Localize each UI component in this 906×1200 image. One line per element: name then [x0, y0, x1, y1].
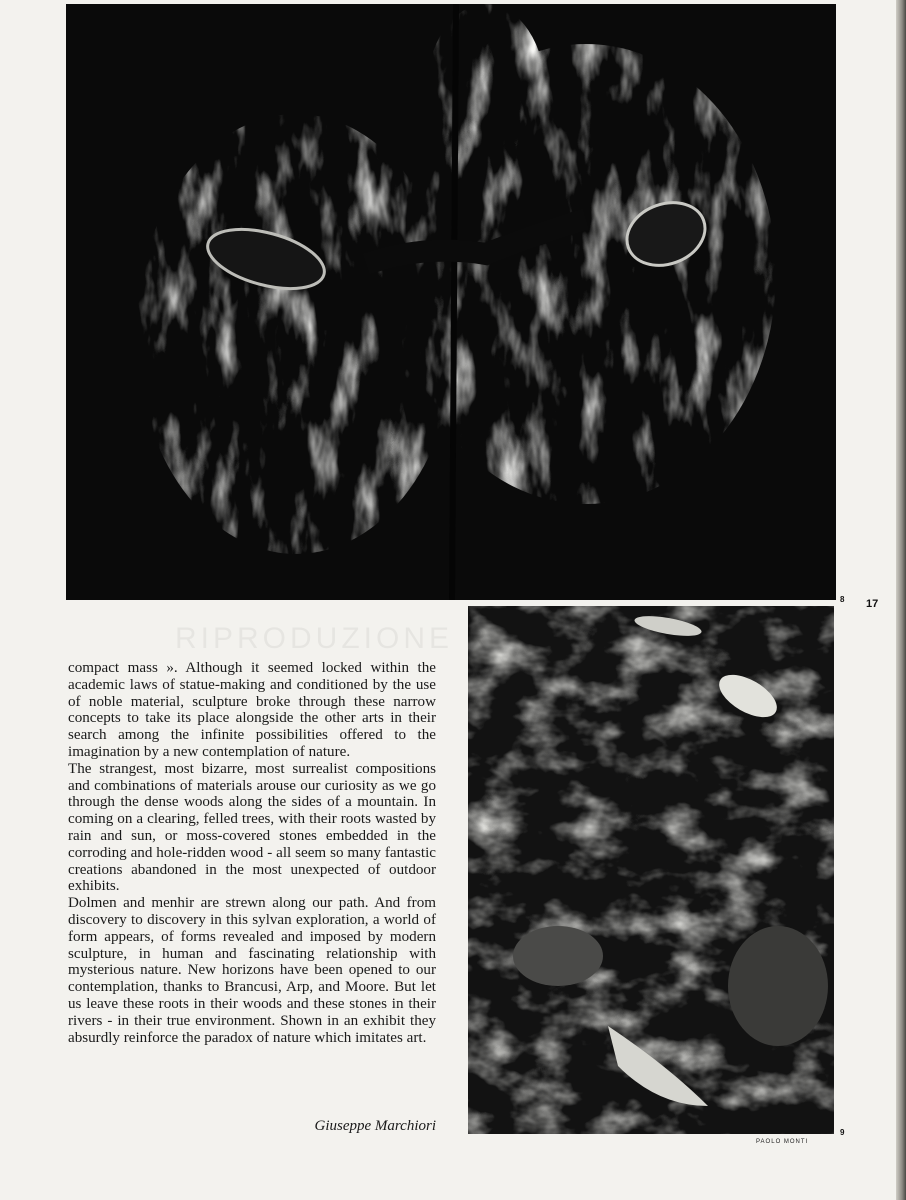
- figure-number-9: 9: [840, 1128, 845, 1137]
- author-signature: Giuseppe Marchiori: [314, 1118, 436, 1134]
- tree-root-stones-photo-icon: [468, 606, 834, 1134]
- wood-texture-photo-icon: [66, 4, 836, 600]
- article-paragraph: The strangest, most bizarre, most surrealist compositions and combinations of materials arouse our curiosity as we go through the dense woods along the sides of a mountain. In coming on a clearing, felled trees, with their roots wasted by rain and sun, or moss-covered stones embedded in the corroding and hole-ridden wood - all seem so many fantastic creations abandoned in the most unexpected of outdoor exhibits.: [68, 760, 436, 895]
- page-number: 17: [866, 598, 879, 610]
- article-paragraph: Dolmen and menhir are strewn along our path. And from discovery to discovery in this sylvan exploration, a world of form appears, of forms revealed and imposed by modern sculpture, in human and fascinating relationship with mysterious nature. New horizons have been opened to our contemplation, thanks to Brancusi, Arp, and Moore. But let us leave these roots in their woods and these stones in their rivers - in their true environment. Shown in an exhibit they absurdly reinforce the paradox of nature which imitates art.: [68, 895, 436, 1046]
- photo-wood-face: [66, 4, 836, 600]
- article-paragraph: compact mass ». Although it seemed locked within the academic laws of statue-making and conditioned by the use of noble material, sculpture broke through these narrow concepts to take its place alongside the other arts in their search among the infinite possibilities offered to the imagination by a new contemplation of nature.: [68, 660, 436, 760]
- photo-roots-stones: [468, 606, 834, 1134]
- page-edge: [896, 0, 906, 1200]
- figure-number-8: 8: [840, 595, 845, 604]
- photo-credit: PAOLO MONTI: [756, 1139, 809, 1145]
- watermark-text: RIPRODUZIONE R: [175, 622, 492, 655]
- article-body: [68, 660, 436, 1046]
